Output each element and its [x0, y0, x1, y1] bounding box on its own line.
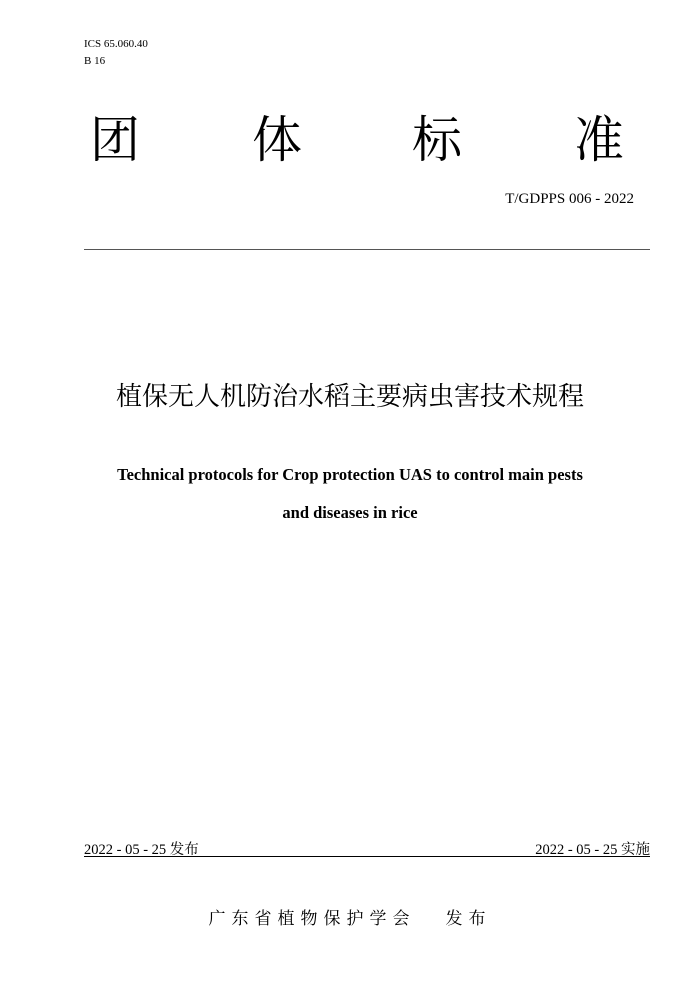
english-title: [0, 456, 700, 532]
doc-type-char-3: 标: [412, 111, 462, 169]
header-divider: [84, 249, 650, 250]
english-title-line-1: Technical protocols for Crop protection UAS to control main pests: [117, 465, 583, 484]
ics-code: ICS 65.060.40: [84, 38, 148, 50]
publisher-line: [0, 904, 700, 929]
chinese-title: 植保无人机防治水稻主要病虫害技术规程: [115, 382, 584, 412]
implementation-date: 2022 - 05 - 25 实施: [535, 842, 650, 858]
ccs-code: B 16: [84, 55, 106, 67]
publisher-action: 发布: [445, 909, 492, 929]
standard-number: T/GDPPS 006 - 2022: [505, 191, 634, 207]
date-divider: [84, 856, 650, 857]
doc-type-char-1: 团: [90, 111, 140, 169]
document-type-heading: [90, 110, 630, 170]
publish-date: 2022 - 05 - 25 发布: [84, 842, 199, 858]
classification-codes: [84, 36, 148, 70]
publisher-org: 广东省植物保护学会: [208, 909, 416, 929]
english-title-line-2: and diseases in rice: [282, 503, 418, 522]
doc-type-char-4: 准: [574, 111, 624, 169]
doc-type-char-2: 体: [252, 111, 302, 169]
